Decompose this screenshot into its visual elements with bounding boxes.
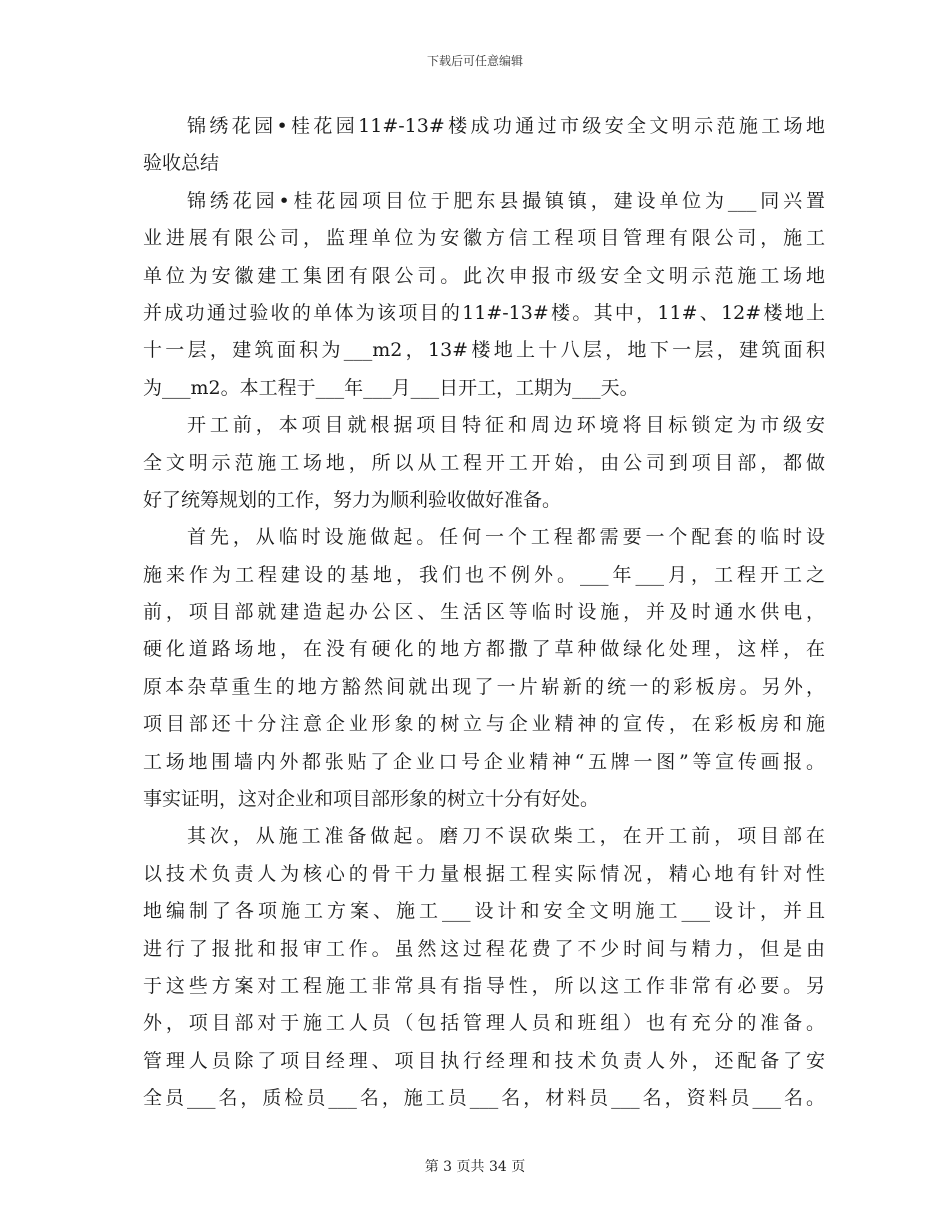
paragraph-3-line: 硬化道路场地，在没有硬化的地方都撒了草种做绿化处理，这样，在 [143, 638, 825, 661]
paragraph-2-line: 好了统筹规划的工作，努力为顺利验收做好准备。 [143, 488, 562, 511]
paragraph-4-line: 地编制了各项施工方案、施工___设计和安全文明施工___设计，并且 [143, 900, 825, 923]
paragraph-3-line: 首先，从临时设施做起。任何一个工程都需要一个配套的临时设 [187, 526, 825, 549]
title-line-2: 验收总结 [143, 152, 220, 175]
paragraph-1-line: 十一层，建筑面积为___m2，13#楼地上十八层，地下一层，建筑面积 [143, 339, 825, 362]
paragraph-4-line: 其次，从施工准备做起。磨刀不误砍柴工，在开工前，项目部在 [187, 825, 825, 848]
page-number: 第 3 页共 34 页 [424, 1159, 526, 1175]
paragraph-4-line: 进行了报批和报审工作。虽然这过程花费了不少时间与精力，但是由 [143, 937, 825, 960]
paragraph-4-line: 管理人员除了项目经理、项目执行经理和技术负责人外，还配备了安 [143, 1049, 825, 1072]
paragraph-4-line: 全员___名，质检员___名，施工员___名，材料员___名，资料员___名。 [143, 1087, 825, 1110]
paragraph-3-line: 项目部还十分注意企业形象的树立与企业精神的宣传，在彩板房和施 [143, 713, 825, 736]
paragraph-1-line: 业进展有限公司，监理单位为安徽方信工程项目管理有限公司，施工 [143, 227, 825, 250]
paragraph-1-line: 单位为安徽建工集团有限公司。此次申报市级安全文明示范施工场地 [143, 264, 825, 287]
paragraph-3-line: 前，项目部就建造起办公区、生活区等临时设施，并及时通水供电， [143, 601, 825, 624]
page-header: 下载后可任意编辑 [426, 54, 523, 68]
paragraph-3-line: 原本杂草重生的地方豁然间就出现了一片崭新的统一的彩板房。另外， [143, 675, 825, 698]
paragraph-4-line: 外，项目部对于施工人员（包括管理人员和班组）也有充分的准备。 [143, 1012, 825, 1035]
paragraph-3-line: 事实证明，这对企业和项目部形象的树立十分有好处。 [143, 788, 600, 811]
title-line-1: 锦绣花园•桂花园11#-13#楼成功通过市级安全文明示范施工场地 [187, 115, 825, 137]
paragraph-3-line: 工场地围墙内外都张贴了企业口号企业精神“五牌一图”等宣传画报。 [143, 750, 825, 773]
paragraph-1-line: 为___m2。本工程于___年___月___日开工，工期为___天。 [143, 376, 639, 399]
paragraph-3-line: 施来作为工程建设的基地，我们也不例外。___年___月，工程开工之 [143, 563, 825, 586]
paragraph-2-line: 全文明示范施工场地，所以从工程开工开始，由公司到项目部，都做 [143, 451, 825, 474]
paragraph-1-line: 锦绣花园•桂花园项目位于肥东县撮镇镇，建设单位为___同兴置 [187, 189, 825, 212]
document-body [143, 108, 825, 1118]
paragraph-1-line: 并成功通过验收的单体为该项目的11#-13#楼。其中，11#、12#楼地上 [143, 301, 825, 324]
paragraph-2-line: 开工前，本项目就根据项目特征和周边环境将目标锁定为市级安 [187, 414, 825, 437]
paragraph-4-line: 于这些方案对工程施工非常具有指导性，所以这工作非常有必要。另 [143, 974, 825, 997]
paragraph-4-line: 以技术负责人为核心的骨干力量根据工程实际情况，精心地有针对性 [143, 862, 825, 885]
